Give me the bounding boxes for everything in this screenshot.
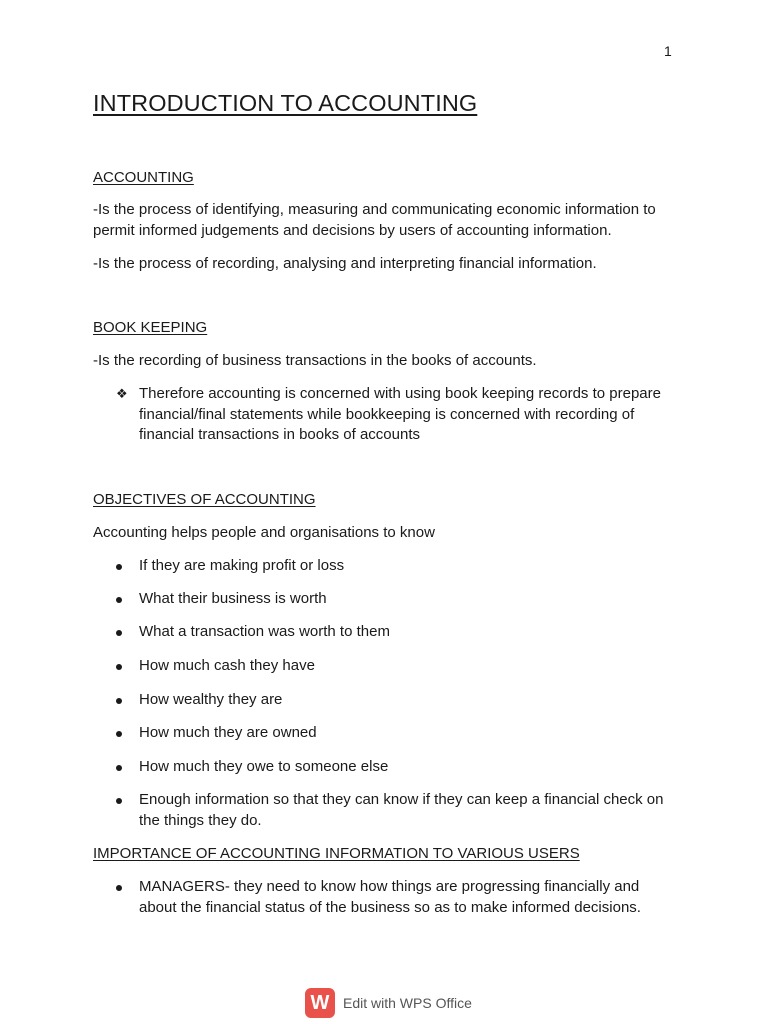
heading-book-keeping: BOOK KEEPING xyxy=(93,319,208,336)
heading-objectives: OBJECTIVES OF ACCOUNTING xyxy=(93,491,316,508)
diamond-bullet-icon: ❖ xyxy=(116,386,128,401)
heading-importance: IMPORTANCE OF ACCOUNTING INFORMATION TO VARIOUS USERS xyxy=(93,845,580,862)
bullet-icon xyxy=(116,556,136,577)
wps-logo-icon: W xyxy=(305,988,335,1018)
list-item-text: What their business is worth xyxy=(139,590,327,607)
wps-watermark-text: Edit with WPS Office xyxy=(343,995,472,1011)
accounting-definition-2: -Is the process of recording, analysing and interpreting financial information. xyxy=(93,255,597,272)
bullet-icon xyxy=(116,656,136,677)
book-keeping-definition: -Is the recording of business transactions in the books of accounts. xyxy=(93,352,537,369)
bullet-icon xyxy=(116,690,136,711)
bullet-icon xyxy=(116,790,136,811)
objectives-intro: Accounting helps people and organisations to know xyxy=(93,524,435,541)
heading-accounting: ACCOUNTING xyxy=(93,169,194,186)
page-number: 1 xyxy=(664,43,672,59)
bullet-icon xyxy=(116,622,136,643)
bullet-icon xyxy=(116,589,136,610)
accounting-definition-1: -Is the process of identifying, measuring and communicating economic information to permit informed judgements and decisions by users of accounting information. xyxy=(93,201,656,239)
bullet-icon xyxy=(116,757,136,778)
list-item-text: What a transaction was worth to them xyxy=(139,623,390,640)
list-item-text: Enough information so that they can know if they can keep a financial check on the things they do. xyxy=(139,791,664,829)
list-item-text: If they are making profit or loss xyxy=(139,557,345,574)
document-title: INTRODUCTION TO ACCOUNTING xyxy=(93,90,478,116)
bullet-icon xyxy=(116,723,136,744)
list-item-text: MANAGERS- they need to know how things are progressing financially and about the financial status of the business so as to make informed decisions. xyxy=(139,878,641,916)
list-item-text: How wealthy they are xyxy=(139,691,283,708)
wps-watermark[interactable] xyxy=(305,988,472,1018)
list-item-text: How much they owe to someone else xyxy=(139,758,389,775)
bullet-icon xyxy=(116,877,136,898)
list-item-text: How much they are owned xyxy=(139,724,317,741)
list-item-text: How much cash they have xyxy=(139,657,315,674)
book-keeping-note-text: Therefore accounting is concerned with using book keeping records to prepare financial/final statements while bookkeeping is concerned with recording of financial transactions in books of accounts xyxy=(139,385,661,443)
